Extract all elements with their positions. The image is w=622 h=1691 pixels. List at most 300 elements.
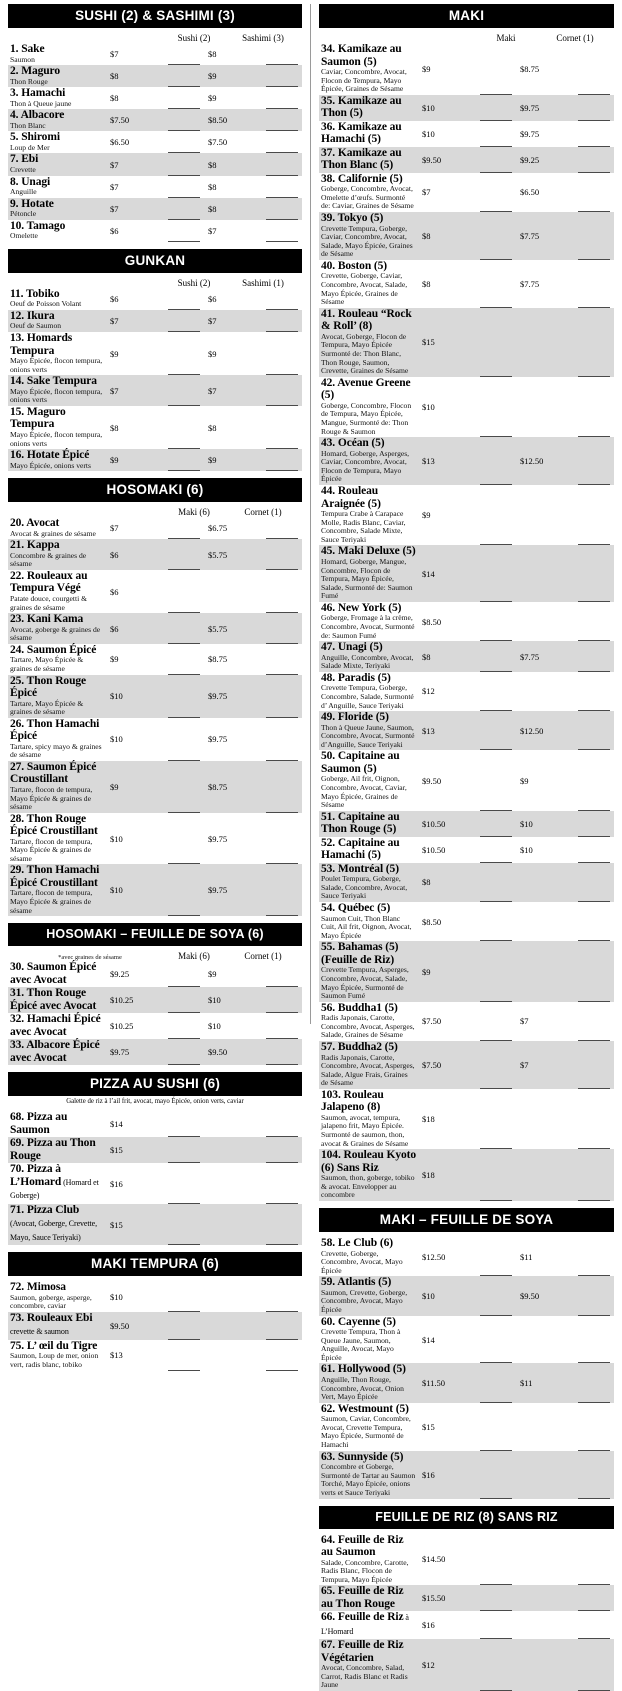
order-quantity-line[interactable]	[166, 43, 204, 65]
order-quantity-line[interactable]	[478, 1316, 516, 1364]
order-quantity-line[interactable]	[166, 176, 204, 198]
order-quantity-line[interactable]	[576, 602, 614, 641]
menu-item-row[interactable]	[319, 437, 614, 485]
price-amount: $10	[520, 845, 533, 855]
order-quantity-line[interactable]	[576, 43, 614, 95]
menu-item-price-secondary	[204, 675, 264, 718]
order-quantity-line[interactable]	[166, 1281, 204, 1312]
order-quantity-line[interactable]	[166, 718, 204, 761]
menu-item-row[interactable]	[8, 198, 302, 220]
order-quantity-line[interactable]	[576, 485, 614, 545]
order-quantity-line[interactable]	[166, 1312, 204, 1340]
order-quantity-line[interactable]	[264, 1111, 302, 1137]
order-quantity-line[interactable]	[576, 837, 614, 863]
order-quantity-line[interactable]	[264, 864, 302, 916]
menu-item-row[interactable]	[319, 941, 614, 1001]
order-quantity-line[interactable]	[576, 1363, 614, 1402]
price-amount: $7.75	[520, 652, 539, 662]
menu-item-row[interactable]	[319, 1611, 614, 1639]
order-quantity-line[interactable]	[264, 65, 302, 87]
order-quantity-line[interactable]	[166, 288, 204, 310]
order-quantity-line[interactable]	[264, 1163, 302, 1204]
order-quantity-line[interactable]	[576, 1089, 614, 1149]
menu-item-name: 35. Kamikaze au Thon (5)	[321, 95, 416, 120]
order-quantity-line[interactable]	[576, 147, 614, 173]
order-quantity-line[interactable]	[166, 220, 204, 242]
order-quantity-line[interactable]	[478, 1089, 516, 1149]
order-quantity-line[interactable]	[166, 761, 204, 813]
order-quantity-line[interactable]	[576, 1002, 614, 1041]
menu-item-row[interactable]	[8, 864, 302, 916]
order-quantity-line[interactable]	[478, 1585, 516, 1611]
price-amount: $6	[208, 294, 217, 304]
order-quantity-line[interactable]	[576, 750, 614, 810]
order-quantity-line[interactable]	[478, 260, 516, 308]
menu-item-row[interactable]	[319, 1237, 614, 1276]
order-quantity-line[interactable]	[576, 260, 614, 308]
menu-item-price-secondary	[204, 288, 264, 310]
menu-item-price-secondary	[204, 1204, 264, 1246]
order-quantity-line[interactable]	[166, 87, 204, 109]
menu-item-description: Thon à Queue jaune	[10, 100, 104, 109]
menu-item-row[interactable]	[8, 87, 302, 109]
order-quantity-line[interactable]	[478, 750, 516, 810]
order-quantity-line[interactable]	[166, 310, 204, 332]
order-quantity-line[interactable]	[166, 406, 204, 449]
order-quantity-line[interactable]	[478, 308, 516, 377]
menu-item-row[interactable]	[8, 65, 302, 87]
menu-item-row[interactable]	[319, 602, 614, 641]
menu-item-row[interactable]	[319, 750, 614, 810]
menu-item-row[interactable]	[8, 613, 302, 644]
order-quantity-line[interactable]	[166, 864, 204, 916]
order-quantity-line[interactable]	[264, 613, 302, 644]
menu-item-row[interactable]	[8, 332, 302, 375]
order-quantity-line[interactable]	[264, 109, 302, 131]
order-quantity-line[interactable]	[478, 1534, 516, 1586]
menu-item-info	[8, 987, 106, 1013]
menu-item-name: 10. Tamago	[10, 220, 104, 233]
price-amount: $7.50	[110, 115, 129, 125]
order-quantity-line[interactable]	[576, 1276, 614, 1315]
menu-item-price-secondary	[516, 641, 576, 672]
menu-item-price-secondary	[516, 811, 576, 837]
menu-item-row[interactable]	[8, 570, 302, 613]
menu-item-row[interactable]	[8, 718, 302, 761]
order-quantity-line[interactable]	[264, 310, 302, 332]
menu-item-info	[319, 173, 418, 212]
menu-item-row[interactable]	[8, 1204, 302, 1246]
order-quantity-line[interactable]	[478, 545, 516, 601]
menu-item-price-secondary	[516, 1041, 576, 1089]
order-quantity-line[interactable]	[166, 1340, 204, 1371]
order-quantity-line[interactable]	[478, 902, 516, 941]
order-quantity-line[interactable]	[478, 437, 516, 485]
menu-item-row[interactable]	[319, 43, 614, 95]
menu-item-row[interactable]	[319, 672, 614, 711]
price-amount: $5.75	[208, 624, 227, 634]
menu-item-info	[8, 1111, 106, 1137]
order-quantity-line[interactable]	[166, 109, 204, 131]
order-quantity-line[interactable]	[264, 220, 302, 242]
order-quantity-line[interactable]	[478, 485, 516, 545]
menu-item-info	[8, 961, 106, 987]
menu-item-row[interactable]	[319, 173, 614, 212]
order-quantity-line[interactable]	[576, 1534, 614, 1586]
order-quantity-line[interactable]	[576, 863, 614, 902]
menu-item-row[interactable]	[8, 449, 302, 471]
menu-item-price-secondary	[516, 941, 576, 1001]
menu-item-row[interactable]	[319, 212, 614, 260]
price-amount: $10	[110, 885, 123, 895]
menu-item-row[interactable]	[319, 1041, 614, 1089]
menu-item-price-primary	[418, 837, 478, 863]
menu-item-price-primary	[106, 1204, 166, 1246]
order-quantity-line[interactable]	[576, 1611, 614, 1639]
menu-item-name: 5. Shiromi	[10, 131, 104, 144]
order-quantity-line[interactable]	[264, 1204, 302, 1246]
menu-item-row[interactable]	[319, 377, 614, 437]
price-amount: $16	[422, 1470, 435, 1480]
order-quantity-line[interactable]	[478, 1611, 516, 1639]
price-amount: $7	[110, 316, 119, 326]
menu-item-row[interactable]	[8, 813, 302, 865]
menu-item-row[interactable]	[8, 1111, 302, 1137]
order-quantity-line[interactable]	[264, 1312, 302, 1340]
menu-item-row[interactable]	[8, 961, 302, 987]
order-quantity-line[interactable]	[478, 43, 516, 95]
menu-item-row[interactable]	[319, 1089, 614, 1149]
order-quantity-line[interactable]	[264, 198, 302, 220]
menu-item-row[interactable]	[319, 1534, 614, 1586]
menu-item-row[interactable]	[319, 121, 614, 147]
order-quantity-line[interactable]	[576, 1316, 614, 1364]
menu-item-row[interactable]	[319, 260, 614, 308]
order-quantity-line[interactable]	[576, 902, 614, 941]
menu-item-list	[8, 43, 302, 242]
order-quantity-line[interactable]	[576, 545, 614, 601]
price-amount: $13	[422, 456, 435, 466]
order-quantity-line[interactable]	[478, 1403, 516, 1451]
menu-item-row[interactable]	[8, 1281, 302, 1312]
order-quantity-line[interactable]	[478, 863, 516, 902]
order-quantity-line[interactable]	[478, 941, 516, 1001]
menu-item-price-secondary	[516, 1534, 576, 1586]
menu-item-row[interactable]	[319, 863, 614, 902]
order-quantity-line[interactable]	[166, 1163, 204, 1204]
menu-item-row[interactable]	[319, 711, 614, 750]
menu-item-name: 61. Hollywood (5)	[321, 1363, 416, 1376]
order-quantity-line[interactable]	[478, 147, 516, 173]
menu-item-row[interactable]	[8, 1312, 302, 1340]
menu-item-description: Saumon	[10, 56, 104, 65]
menu-item-row[interactable]	[8, 517, 302, 539]
order-quantity-line[interactable]	[264, 987, 302, 1013]
menu-item-price-primary	[418, 750, 478, 810]
menu-item-name: 48. Paradis (5)	[321, 672, 416, 685]
order-quantity-line[interactable]	[478, 377, 516, 437]
section-banner: MAKI – FEUILLE DE SOYA	[319, 1208, 614, 1232]
order-quantity-line[interactable]	[264, 570, 302, 613]
menu-item-row[interactable]	[8, 220, 302, 242]
price-amount: $7	[208, 386, 217, 396]
order-quantity-line[interactable]	[166, 65, 204, 87]
order-quantity-line[interactable]	[264, 153, 302, 175]
menu-item-row[interactable]	[8, 644, 302, 675]
menu-item-price-primary	[106, 1163, 166, 1204]
menu-item-info	[8, 813, 106, 865]
order-quantity-line[interactable]	[166, 449, 204, 471]
order-quantity-line[interactable]	[264, 176, 302, 198]
order-quantity-line[interactable]	[264, 406, 302, 449]
order-quantity-line[interactable]	[166, 961, 204, 987]
menu-item-row[interactable]	[319, 308, 614, 377]
order-quantity-line[interactable]	[576, 941, 614, 1001]
menu-item-row[interactable]	[319, 837, 614, 863]
order-quantity-line[interactable]	[166, 1111, 204, 1137]
price-amount: $6	[110, 294, 119, 304]
menu-item-description: Concombre & graines de sésame	[10, 552, 104, 569]
order-quantity-line[interactable]	[478, 1451, 516, 1499]
order-quantity-line[interactable]	[166, 332, 204, 375]
menu-item-info	[319, 641, 418, 672]
menu-item-price-primary	[418, 1237, 478, 1276]
order-quantity-line[interactable]	[166, 813, 204, 865]
order-quantity-line[interactable]	[264, 718, 302, 761]
menu-item-info	[319, 1041, 418, 1089]
order-quantity-line[interactable]	[576, 641, 614, 672]
order-quantity-line[interactable]	[576, 1639, 614, 1691]
price-amount: $9.50	[208, 1047, 227, 1057]
menu-item-price-secondary	[516, 863, 576, 902]
menu-item-price-primary	[418, 377, 478, 437]
order-quantity-line[interactable]	[576, 377, 614, 437]
menu-item-description: Radis Japonais, Carotte, Concombre, Avocat, Asperges, Salade, Algue Frais, Graines de Sésame	[321, 1054, 416, 1088]
order-quantity-line[interactable]	[478, 1149, 516, 1201]
menu-item-info	[319, 1403, 418, 1451]
menu-item-row[interactable]	[319, 1002, 614, 1041]
order-quantity-line[interactable]	[166, 613, 204, 644]
menu-item-row[interactable]	[319, 811, 614, 837]
menu-item-row[interactable]	[8, 131, 302, 153]
menu-item-row[interactable]	[319, 1316, 614, 1364]
order-quantity-line[interactable]	[576, 173, 614, 212]
order-quantity-line[interactable]	[576, 212, 614, 260]
order-quantity-line[interactable]	[264, 675, 302, 718]
order-quantity-line[interactable]	[166, 1039, 204, 1065]
menu-item-row[interactable]	[319, 1639, 614, 1691]
menu-item-price-secondary	[516, 1363, 576, 1402]
price-amount: $9.25	[520, 155, 539, 165]
order-quantity-line[interactable]	[478, 95, 516, 121]
order-quantity-line[interactable]	[576, 1237, 614, 1276]
menu-item-description: Caviar, Concombre, Avocat, Flocon de Tempura, Mayo Épicée, Graines de Sésame	[321, 68, 416, 94]
order-quantity-line[interactable]	[166, 570, 204, 613]
order-quantity-line[interactable]	[264, 43, 302, 65]
order-quantity-line[interactable]	[166, 1013, 204, 1039]
order-quantity-line[interactable]	[576, 811, 614, 837]
menu-item-row[interactable]	[319, 1451, 614, 1499]
order-quantity-line[interactable]	[478, 711, 516, 750]
menu-item-row[interactable]	[8, 1137, 302, 1163]
order-quantity-line[interactable]	[264, 813, 302, 865]
order-quantity-line[interactable]	[264, 961, 302, 987]
order-quantity-line[interactable]	[478, 1639, 516, 1691]
order-quantity-line[interactable]	[576, 308, 614, 377]
order-quantity-line[interactable]	[478, 641, 516, 672]
price-amount: $8	[208, 182, 217, 192]
section-banner: SUSHI (2) & SASHIMI (3)	[8, 4, 302, 28]
menu-item-row[interactable]	[319, 1403, 614, 1451]
menu-item-name: 68. Pizza au Saumon	[10, 1111, 104, 1136]
menu-item-row[interactable]	[8, 539, 302, 570]
order-quantity-line[interactable]	[576, 1585, 614, 1611]
menu-item-price-primary	[106, 539, 166, 570]
order-quantity-line[interactable]	[264, 1340, 302, 1371]
menu-item-price-secondary	[516, 121, 576, 147]
price-amount: $9	[422, 64, 431, 74]
menu-item-info	[8, 1039, 106, 1065]
order-quantity-line[interactable]	[478, 602, 516, 641]
order-quantity-line[interactable]	[264, 1039, 302, 1065]
order-quantity-line[interactable]	[576, 1149, 614, 1201]
menu-item-row[interactable]	[8, 1340, 302, 1371]
menu-item-name-suffix: (Avocat, Goberge, Crevette, Mayo, Sauce Teriyaki)	[10, 1219, 97, 1242]
menu-item-row[interactable]	[8, 1163, 302, 1204]
order-quantity-line[interactable]	[166, 1137, 204, 1163]
order-quantity-line[interactable]	[264, 644, 302, 675]
menu-item-row[interactable]	[319, 485, 614, 545]
menu-item-row[interactable]	[8, 1013, 302, 1039]
order-quantity-line[interactable]	[166, 675, 204, 718]
order-quantity-line[interactable]	[576, 1041, 614, 1089]
price-amount: $7	[422, 187, 431, 197]
menu-item-price-primary	[418, 811, 478, 837]
menu-item-row[interactable]	[8, 109, 302, 131]
order-quantity-line[interactable]	[166, 131, 204, 153]
menu-item-row[interactable]	[8, 987, 302, 1013]
order-quantity-line[interactable]	[166, 375, 204, 406]
price-amount: $6	[110, 550, 119, 560]
order-quantity-line[interactable]	[478, 121, 516, 147]
menu-item-name: 53. Montréal (5)	[321, 863, 416, 876]
order-quantity-line[interactable]	[478, 1041, 516, 1089]
menu-item-list	[8, 288, 302, 471]
order-quantity-line[interactable]	[478, 811, 516, 837]
price-amount: $10	[110, 1292, 123, 1302]
order-quantity-line[interactable]	[576, 711, 614, 750]
order-quantity-line[interactable]	[264, 1137, 302, 1163]
order-quantity-line[interactable]	[264, 449, 302, 471]
menu-item-row[interactable]	[8, 43, 302, 65]
menu-item-price-secondary	[204, 1312, 264, 1340]
price-amount: $10	[110, 734, 123, 744]
order-quantity-line[interactable]	[166, 1204, 204, 1246]
menu-item-row[interactable]	[8, 761, 302, 813]
menu-item-info	[319, 308, 418, 377]
menu-item-name: 23. Kani Kama	[10, 613, 104, 626]
menu-item-row[interactable]	[319, 641, 614, 672]
menu-item-row[interactable]	[319, 147, 614, 173]
menu-item-row[interactable]	[319, 1363, 614, 1402]
order-quantity-line[interactable]	[264, 761, 302, 813]
menu-item-price-primary	[418, 902, 478, 941]
menu-item-description: Pétoncle	[10, 210, 104, 219]
column-header-note: *avec graines de sésame	[8, 954, 164, 961]
price-amount: $16	[422, 1620, 435, 1630]
menu-item-row[interactable]	[8, 288, 302, 310]
menu-item-row[interactable]	[8, 176, 302, 198]
order-quantity-line[interactable]	[166, 539, 204, 570]
order-quantity-line[interactable]	[264, 1281, 302, 1312]
menu-item-row[interactable]	[8, 675, 302, 718]
menu-item-row[interactable]	[319, 545, 614, 601]
order-quantity-line[interactable]	[264, 539, 302, 570]
menu-item-price-secondary	[516, 545, 576, 601]
order-quantity-line[interactable]	[576, 672, 614, 711]
order-quantity-line[interactable]	[166, 198, 204, 220]
menu-item-row[interactable]	[8, 310, 302, 332]
menu-item-row[interactable]	[319, 1585, 614, 1611]
menu-item-price-secondary	[204, 131, 264, 153]
menu-item-price-secondary	[516, 260, 576, 308]
menu-item-price-secondary	[516, 147, 576, 173]
order-quantity-line[interactable]	[478, 1363, 516, 1402]
section-banner: MAKI	[319, 4, 614, 28]
order-quantity-line[interactable]	[264, 288, 302, 310]
order-quantity-line[interactable]	[264, 517, 302, 539]
order-quantity-line[interactable]	[478, 1002, 516, 1041]
order-quantity-line[interactable]	[576, 437, 614, 485]
order-quantity-line[interactable]	[264, 131, 302, 153]
menu-item-name: 3. Hamachi	[10, 87, 104, 100]
menu-item-row[interactable]	[319, 902, 614, 941]
order-quantity-line[interactable]	[478, 1276, 516, 1315]
menu-item-row[interactable]	[8, 406, 302, 449]
order-quantity-line[interactable]	[478, 212, 516, 260]
menu-item-row[interactable]	[8, 375, 302, 406]
order-quantity-line[interactable]	[478, 1237, 516, 1276]
column-header-price2: Cornet (1)	[224, 951, 302, 961]
menu-item-name: 8. Unagi	[10, 176, 104, 189]
menu-item-row[interactable]	[8, 1039, 302, 1065]
order-quantity-line[interactable]	[478, 837, 516, 863]
order-quantity-line[interactable]	[264, 332, 302, 375]
menu-section-pizza-au-sushi	[8, 1065, 302, 1245]
order-quantity-line[interactable]	[576, 1403, 614, 1451]
order-quantity-line[interactable]	[576, 1451, 614, 1499]
order-quantity-line[interactable]	[166, 517, 204, 539]
order-quantity-line[interactable]	[576, 121, 614, 147]
order-quantity-line[interactable]	[166, 153, 204, 175]
order-quantity-line[interactable]	[166, 644, 204, 675]
order-quantity-line[interactable]	[264, 1013, 302, 1039]
order-quantity-line[interactable]	[576, 95, 614, 121]
menu-item-row[interactable]	[319, 95, 614, 121]
menu-item-price-secondary	[516, 1611, 576, 1639]
order-quantity-line[interactable]	[166, 987, 204, 1013]
menu-item-row[interactable]	[319, 1149, 614, 1201]
menu-item-row[interactable]	[8, 153, 302, 175]
order-quantity-line[interactable]	[264, 375, 302, 406]
menu-item-row[interactable]	[319, 1276, 614, 1315]
price-amount: $8	[208, 204, 217, 214]
price-amount: $9	[208, 349, 217, 359]
menu-item-info	[319, 545, 418, 601]
order-quantity-line[interactable]	[478, 672, 516, 711]
order-quantity-line[interactable]	[478, 173, 516, 212]
order-quantity-line[interactable]	[264, 87, 302, 109]
